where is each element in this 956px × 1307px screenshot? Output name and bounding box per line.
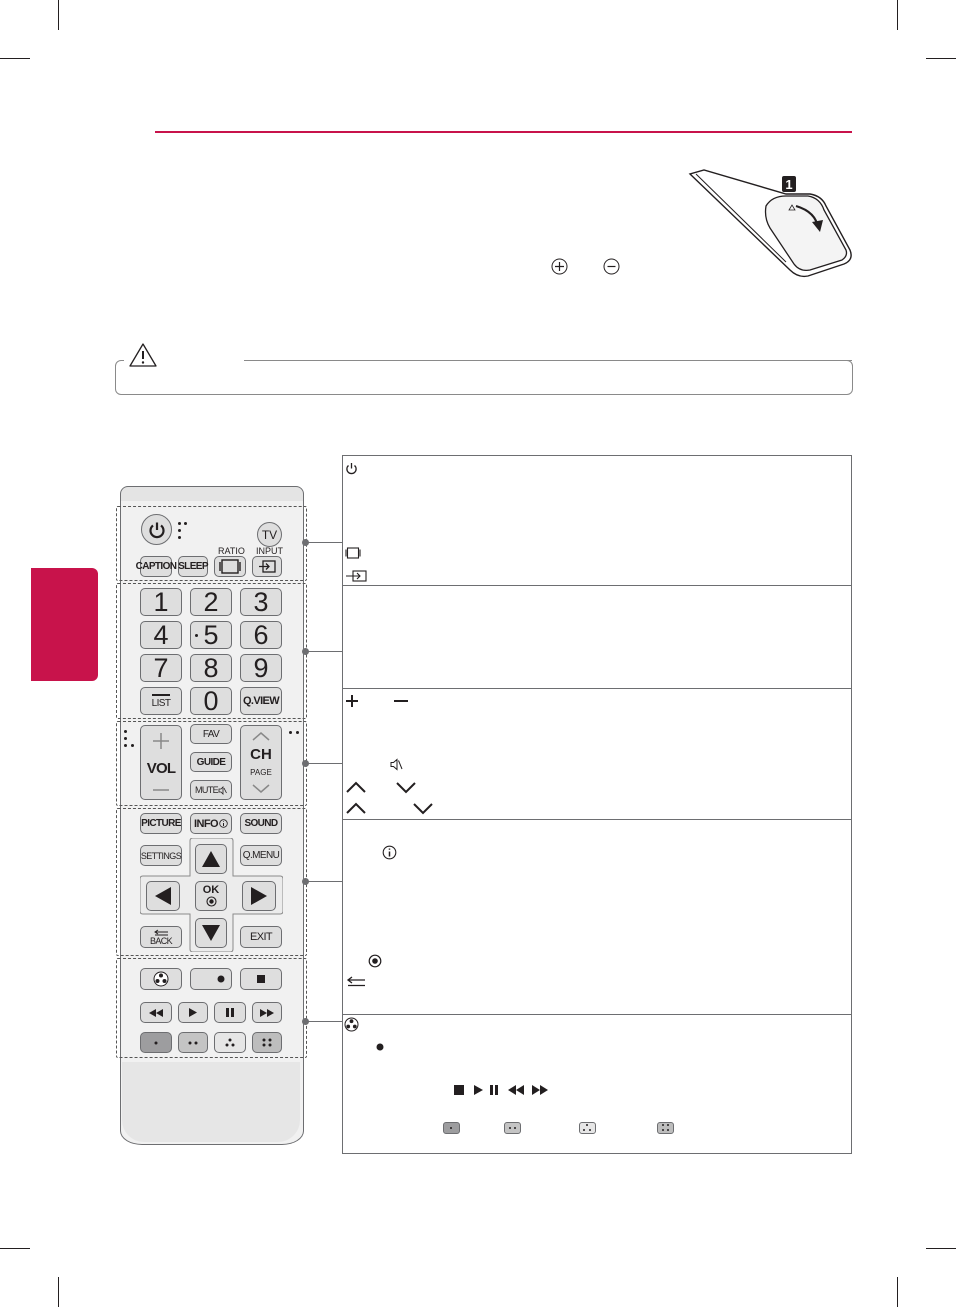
crop-mark: [897, 0, 898, 30]
down-button[interactable]: [195, 918, 227, 948]
settings-label: SETTINGS: [140, 850, 182, 861]
crop-mark: [0, 58, 30, 59]
remote-bottom: [122, 1062, 300, 1142]
braille-dot: [178, 522, 181, 525]
green-chip: [504, 1122, 521, 1134]
plus-polarity-icon: [551, 258, 568, 275]
four-dot-icon: [262, 1038, 272, 1047]
play-icon: [189, 1008, 197, 1017]
caution-divider: [245, 360, 852, 361]
number-button-8[interactable]: [190, 654, 232, 682]
braille-dot: [289, 731, 292, 734]
number-button-6[interactable]: [240, 621, 282, 649]
picture-button[interactable]: [140, 813, 182, 834]
up-button[interactable]: [195, 844, 227, 874]
input-label: INPUT: [256, 546, 283, 556]
sleep-button[interactable]: [178, 556, 208, 577]
section-tab: [31, 568, 98, 681]
one-dot-icon: [154, 1041, 158, 1045]
simplink-button[interactable]: [140, 968, 182, 990]
number-label: 1: [153, 586, 169, 617]
picture-label: PICTURE: [141, 818, 181, 829]
callout-dot: [302, 539, 309, 546]
guide-label: GUIDE: [196, 756, 226, 768]
mute-icon: [390, 758, 403, 771]
volume-down-icon: [151, 787, 171, 793]
mute-label: MUTE: [194, 785, 219, 795]
number-button-3[interactable]: [240, 588, 282, 616]
tv-label: TV: [261, 527, 278, 542]
volume-rocker[interactable]: [140, 725, 182, 800]
crop-mark: [0, 1248, 30, 1249]
left-arrow-icon: [154, 886, 172, 906]
green-button[interactable]: [178, 1032, 208, 1053]
blue-chip: [657, 1122, 674, 1134]
caption-button[interactable]: [135, 556, 177, 577]
table-row-divider: [343, 688, 851, 689]
record-icon: [217, 975, 225, 983]
power-button[interactable]: [141, 514, 172, 545]
ratio-button[interactable]: [214, 556, 246, 577]
guide-button[interactable]: [190, 752, 232, 772]
header-rule: [155, 131, 852, 133]
play-button[interactable]: [178, 1002, 208, 1023]
channel-rocker[interactable]: [240, 725, 282, 800]
qmenu-label: Q.MENU: [242, 850, 280, 861]
list-label: LIST: [151, 697, 171, 709]
sleep-label: SLEEP: [178, 561, 208, 572]
chip-dot: [667, 1124, 669, 1126]
input-icon: [258, 560, 276, 573]
page-label: PAGE: [250, 768, 272, 777]
ok-button[interactable]: [195, 881, 227, 911]
number-label: 4: [153, 619, 169, 650]
chip-dot: [509, 1127, 511, 1129]
number-label: 5: [203, 619, 219, 650]
crop-mark: [58, 1277, 59, 1307]
channel-down-icon: [251, 784, 271, 794]
number-button-9[interactable]: [240, 654, 282, 682]
fav-button[interactable]: [190, 724, 232, 744]
list-bar: [152, 694, 170, 696]
right-button[interactable]: [242, 881, 276, 911]
number-label: 6: [253, 619, 269, 650]
callout-dot: [302, 878, 309, 885]
record-button[interactable]: [190, 968, 232, 990]
plus-icon: [345, 694, 359, 708]
exit-button[interactable]: [240, 926, 282, 948]
chip-dot: [450, 1127, 452, 1129]
fast-forward-button[interactable]: [252, 1002, 282, 1023]
table-row-divider: [343, 1014, 851, 1015]
callout-line: [305, 1021, 343, 1022]
info-button[interactable]: [190, 813, 232, 834]
braille-dot: [178, 536, 181, 539]
info-label: INFO: [194, 817, 218, 830]
power-icon: [148, 521, 166, 539]
number-label: 3: [253, 586, 269, 617]
ok-wheel-icon: [368, 954, 382, 968]
chip-dot: [514, 1127, 516, 1129]
volume-up-icon: [151, 732, 171, 750]
up-chevron-icon: [345, 802, 367, 815]
battery-cover-illustration: [686, 166, 858, 284]
minus-icon: [393, 694, 409, 708]
info-icon: [382, 845, 397, 860]
sound-button[interactable]: [240, 813, 282, 834]
callout-dot: [302, 648, 309, 655]
input-icon: [345, 570, 367, 582]
callout-line: [305, 542, 343, 543]
simplink-icon: [153, 971, 169, 987]
ok-wheel-icon: [206, 896, 217, 907]
number-button-1[interactable]: [140, 588, 182, 616]
number-label: 8: [203, 652, 219, 683]
rewind-button[interactable]: [140, 1002, 172, 1023]
yellow-button[interactable]: [214, 1032, 246, 1053]
info-icon: [219, 819, 228, 828]
list-button[interactable]: [140, 687, 182, 715]
exit-label: EXIT: [249, 931, 273, 943]
down-arrow-icon: [201, 924, 221, 942]
number-button-7[interactable]: [140, 654, 182, 682]
number-label: 2: [203, 586, 219, 617]
left-button[interactable]: [146, 881, 180, 911]
number-label: 7: [153, 652, 169, 683]
caution-icon: [128, 342, 158, 368]
power-icon: [345, 462, 358, 475]
up-chevron-icon: [345, 781, 367, 794]
callout-line: [305, 881, 343, 882]
stop-icon: [257, 975, 265, 983]
table-row-divider: [343, 585, 851, 586]
mute-icon: [218, 786, 227, 795]
braille-dot: [124, 744, 127, 747]
tv-button[interactable]: [257, 522, 282, 547]
number-label: 9: [253, 652, 269, 683]
number-label: 0: [203, 685, 219, 716]
ch-label: CH: [250, 746, 272, 763]
chip-dot: [667, 1129, 669, 1131]
braille-dot: [195, 634, 198, 637]
callout-dot: [302, 760, 309, 767]
rewind-icon: [149, 1009, 163, 1017]
back-label: BACK: [149, 935, 173, 946]
record-icon: [376, 1043, 384, 1051]
ratio-icon: [219, 559, 241, 574]
up-arrow-icon: [201, 850, 221, 868]
chip-dot: [662, 1124, 664, 1126]
back-button[interactable]: [140, 926, 182, 948]
remote-top-edge: [120, 486, 304, 501]
braille-dot: [184, 522, 187, 525]
down-chevron-icon: [412, 802, 434, 815]
braille-dot: [296, 731, 299, 734]
callout-line: [305, 763, 343, 764]
qview-button[interactable]: [240, 687, 282, 715]
down-chevron-icon: [395, 781, 417, 794]
input-button[interactable]: [252, 556, 282, 577]
blue-button[interactable]: [252, 1032, 282, 1053]
braille-dot: [124, 737, 127, 740]
chip-dot: [583, 1129, 585, 1131]
ratio-label: RATIO: [218, 546, 245, 556]
braille-dot: [131, 744, 134, 747]
minus-polarity-icon: [603, 258, 620, 275]
braille-dot: [124, 730, 127, 733]
table-row-divider: [343, 819, 851, 820]
vol-label: VOL: [146, 760, 176, 777]
playback-controls-icon: [454, 1084, 550, 1097]
braille-dot: [178, 529, 181, 532]
crop-mark: [58, 0, 59, 30]
sound-label: SOUND: [244, 818, 278, 829]
crop-mark: [926, 58, 956, 59]
mute-button[interactable]: [190, 780, 232, 800]
channel-up-icon: [251, 731, 271, 741]
callout-line: [305, 651, 343, 652]
battery-step-number: 1: [785, 177, 793, 192]
ratio-icon: [345, 547, 361, 559]
number-button-0[interactable]: [190, 687, 232, 715]
number-button-4[interactable]: [140, 621, 182, 649]
stop-button[interactable]: [240, 968, 282, 990]
right-arrow-icon: [250, 886, 268, 906]
chip-dot: [662, 1129, 664, 1131]
qview-label: Q.VIEW: [242, 695, 280, 707]
caption-label: CAPTION: [135, 561, 177, 572]
fast-forward-icon: [260, 1009, 274, 1017]
crop-mark: [897, 1277, 898, 1307]
red-button[interactable]: [140, 1032, 172, 1053]
crop-mark: [926, 1248, 956, 1249]
pause-icon: [226, 1008, 234, 1017]
chip-dot: [589, 1129, 591, 1131]
pause-button[interactable]: [214, 1002, 246, 1023]
chip-dot: [586, 1124, 588, 1126]
ok-label: OK: [202, 884, 220, 896]
callout-dot: [302, 1018, 309, 1025]
simplink-icon: [344, 1017, 359, 1032]
two-dot-icon: [188, 1041, 198, 1045]
number-button-2[interactable]: [190, 588, 232, 616]
back-arrow-icon: [345, 976, 367, 987]
fav-label: FAV: [202, 728, 220, 740]
three-dot-icon: [225, 1038, 235, 1047]
